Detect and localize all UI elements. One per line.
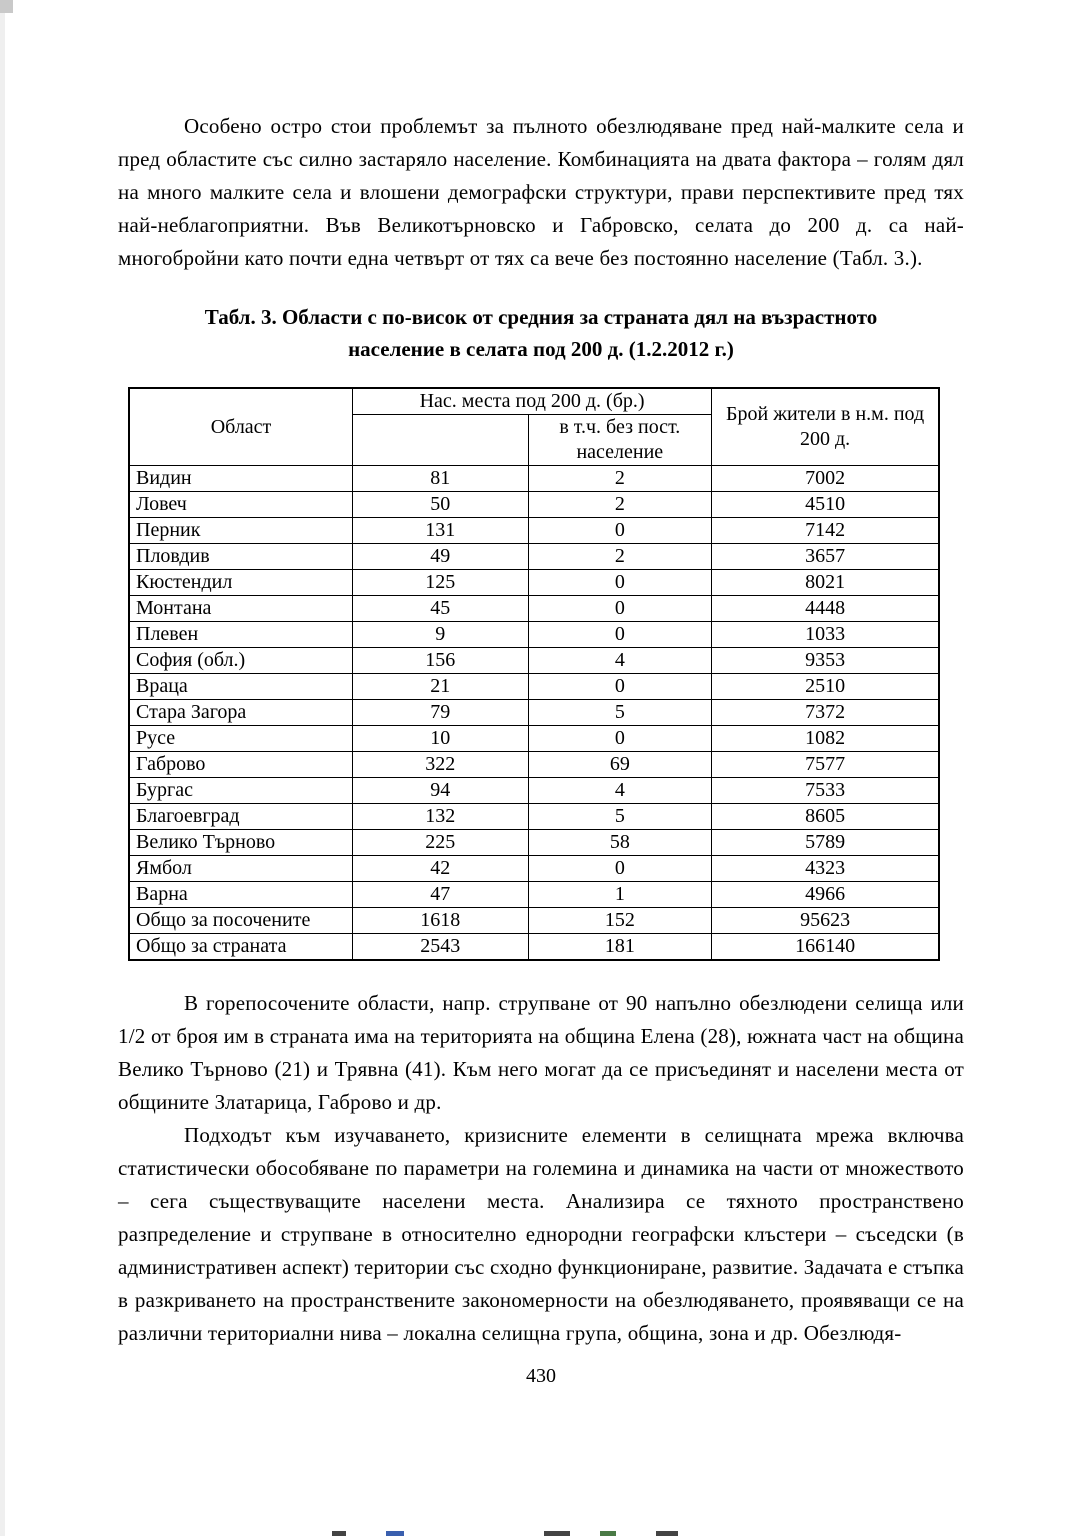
table-row [129,882,939,908]
cell-total: 132 [353,804,528,830]
cell-no-pop: 152 [528,908,712,934]
cell-residents: 4323 [712,856,939,882]
cell-no-pop: 0 [528,518,712,544]
table-row [129,492,939,518]
cell-region: София (обл.) [129,648,353,674]
table-row [129,518,939,544]
table-row [129,596,939,622]
header-sub-no-pop: в т.ч. без пост. население [528,415,712,466]
cell-no-pop: 2 [528,492,712,518]
cell-region: Видин [129,466,353,492]
cell-residents: 2510 [712,674,939,700]
cell-region: Общо за страната [129,934,353,961]
cell-region: Варна [129,882,353,908]
cell-total: 81 [353,466,528,492]
cell-no-pop: 0 [528,622,712,648]
scan-corner-artifact [0,0,13,13]
cell-total: 10 [353,726,528,752]
paragraph-approach: Подходът към изучаването, кризисните елементи в селищната мрежа включва статистически обособяване по параметри на големина и динамика на части от множеството – сега съществуващите населени места. Анализира се тяхното пространствено разпределение и струпване в относително еднородни географски клъстери – съседски (в административен аспект) територии със сходно функциониране, развитие. Задачата е стъпка в разкриването на пространствените закономерности на обезлюдяването, проявяващи се на различни териториални нива – локална селищна група, община, зона и др. Обезлюдя- [118,1123,964,1345]
cell-residents: 7533 [712,778,939,804]
page-number: 430 [526,1365,556,1387]
clipped-text-fragment [600,1531,616,1536]
cell-total: 21 [353,674,528,700]
table-row [129,856,939,882]
clipped-text-fragment [332,1531,346,1536]
cell-residents: 1033 [712,622,939,648]
cell-total: 45 [353,596,528,622]
cell-total: 322 [353,752,528,778]
cell-region: Габрово [129,752,353,778]
cell-region: Перник [129,518,353,544]
table-row [129,674,939,700]
cell-no-pop: 181 [528,934,712,961]
cell-residents: 95623 [712,908,939,934]
cell-no-pop: 1 [528,882,712,908]
clipped-text-fragment [544,1531,570,1536]
table-row [129,648,939,674]
table-row [129,778,939,804]
cell-no-pop: 58 [528,830,712,856]
cell-residents: 4966 [712,882,939,908]
cell-total: 94 [353,778,528,804]
cell-total: 225 [353,830,528,856]
header-group: Нас. места под 200 д. (бр.) [353,388,712,415]
cell-residents: 1082 [712,726,939,752]
cell-total: 156 [353,648,528,674]
cell-region: Стара Загора [129,700,353,726]
cell-residents: 5789 [712,830,939,856]
cell-total: 2543 [353,934,528,961]
header-sub-total [353,415,528,466]
table-row [129,544,939,570]
table-caption [118,301,964,365]
cell-total: 50 [353,492,528,518]
table-row [129,570,939,596]
scan-left-edge-artifact [0,0,5,1536]
cell-no-pop: 5 [528,804,712,830]
cell-region: Общо за посочените [129,908,353,934]
cell-no-pop: 0 [528,726,712,752]
cell-no-pop: 2 [528,544,712,570]
cell-residents: 8605 [712,804,939,830]
cell-region: Бургас [129,778,353,804]
table-row [129,804,939,830]
clipped-text-fragment [386,1531,404,1536]
header-residents: Брой жители в н.м. под 200 д. [712,388,939,466]
cell-region: Ямбол [129,856,353,882]
cell-no-pop: 0 [528,596,712,622]
cell-residents: 7002 [712,466,939,492]
cell-residents: 3657 [712,544,939,570]
table-row [129,466,939,492]
cell-total: 79 [353,700,528,726]
table-row-total-listed [129,908,939,934]
cell-no-pop: 4 [528,778,712,804]
cell-no-pop: 4 [528,648,712,674]
cell-total: 125 [353,570,528,596]
cell-total: 47 [353,882,528,908]
table-row-total-country [129,934,939,961]
cell-total: 42 [353,856,528,882]
clipped-next-line-artifact [0,1529,1080,1536]
cell-total: 131 [353,518,528,544]
cell-residents: 4510 [712,492,939,518]
table-container [128,387,964,961]
cell-region: Монтана [129,596,353,622]
cell-region: Велико Търново [129,830,353,856]
cell-total: 49 [353,544,528,570]
cell-residents: 7577 [712,752,939,778]
cell-residents: 8021 [712,570,939,596]
cell-total: 1618 [353,908,528,934]
clipped-text-fragment [656,1531,678,1536]
cell-region: Плевен [129,622,353,648]
cell-residents: 166140 [712,934,939,961]
table-caption-line-2: население в селата под 200 д. (1.2.2012 г.) [348,337,734,361]
table-row [129,726,939,752]
table-row [129,752,939,778]
paragraph-clusters: В горепосочените области, напр. струпване от 90 напълно обезлюдени селища или 1/2 от броя им в страната има на територията на община Елена (28), южната част на община Велико Търново (21) и Трявна (41). Към него могат да се присъединят и населени места от общините Златарица, Габрово и др. [118,991,964,1114]
cell-region: Кюстендил [129,570,353,596]
cell-region: Враца [129,674,353,700]
paragraph-intro: Особено остро стои проблемът за пълното обезлюдяване пред най-малките села и пред областите със силно застаряло население. Комбинацията на двата фактора – голям дял на много малките села и влошени демографски структури, прави перспективите пред тях най-неблагоприятни. Във Великотърновско и Габровско, селата до 200 д. са най-многобройни като почти една четвърт от тях са вече без постоянно население (Табл. 3.). [118,114,964,270]
header-region: Област [129,388,353,466]
cell-total: 9 [353,622,528,648]
regions-table [128,387,940,961]
table-header-row-1 [129,388,939,415]
table-row [129,830,939,856]
cell-no-pop: 2 [528,466,712,492]
cell-residents: 7372 [712,700,939,726]
cell-no-pop: 0 [528,674,712,700]
cell-region: Пловдив [129,544,353,570]
cell-region: Русе [129,726,353,752]
table-row [129,622,939,648]
cell-no-pop: 0 [528,856,712,882]
cell-residents: 9353 [712,648,939,674]
cell-no-pop: 69 [528,752,712,778]
cell-residents: 7142 [712,518,939,544]
cell-no-pop: 5 [528,700,712,726]
table-row [129,700,939,726]
cell-no-pop: 0 [528,570,712,596]
cell-residents: 4448 [712,596,939,622]
table-caption-line-1: Табл. 3. Области с по-висок от средния за страната дял на възрастното [204,305,878,329]
cell-region: Благоевград [129,804,353,830]
cell-region: Ловеч [129,492,353,518]
